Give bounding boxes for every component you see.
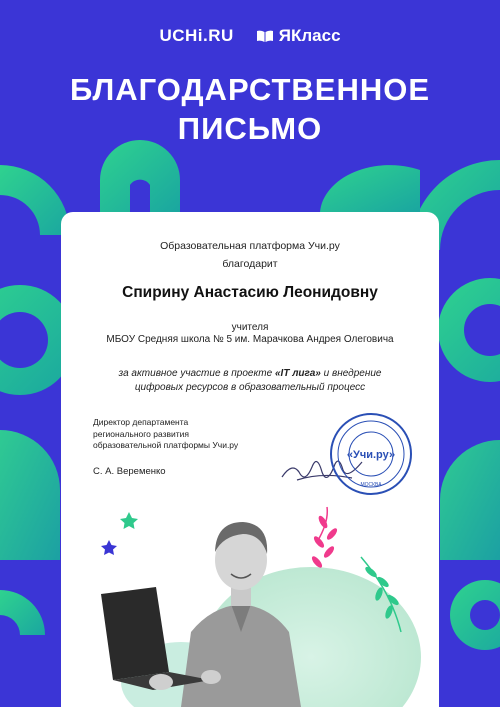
star-icon (120, 512, 138, 529)
page-title (0, 70, 500, 148)
desc-part-1: за активное участие в проекте (118, 368, 275, 379)
signer-name: С. А. Веременко (93, 466, 166, 477)
title-line-1: БЛАГОДАРСТВЕННОЕ (69, 72, 431, 107)
leaf-icon (310, 507, 339, 569)
logo-bar (0, 26, 500, 46)
yaklass-logo-text: ЯКласс (278, 26, 341, 45)
director-title (93, 417, 238, 452)
teacher-illustration (61, 482, 439, 707)
desc-project: «IT лига» (274, 368, 321, 379)
director-line-3: образовательной платформы Учи.ру (93, 440, 239, 450)
star-icon-small (101, 540, 117, 555)
uchi-ru-logo: UCHi.RU (159, 26, 234, 45)
title-line-2: ПИСЬМО (177, 111, 323, 146)
book-icon (256, 30, 274, 43)
recipient-name: Спирину Анастасию Леонидовну (122, 284, 378, 301)
stamp-center-text: «Учи.ру» (346, 449, 396, 461)
platform-text: Образовательная платформа Учи.ру (160, 240, 340, 252)
certificate-card (61, 212, 439, 707)
award-description (61, 367, 439, 395)
recipient-role: учителя (231, 322, 269, 333)
desc-line-2: цифровых ресурсов в образовательный процесс (134, 382, 366, 393)
director-line-1: Директор департамента (93, 417, 189, 427)
recipient-school: МБОУ Средняя школа № 5 им. Марачкова Андрея Олеговича (106, 334, 394, 345)
teacher-figure (101, 522, 301, 707)
yaklass-logo (256, 26, 341, 46)
stamp-city-text: МОСКВА (360, 482, 382, 488)
director-line-2: регионального развития (93, 428, 190, 439)
thanks-text: благодарит (222, 258, 278, 270)
desc-part-2: и внедрение (320, 368, 382, 379)
